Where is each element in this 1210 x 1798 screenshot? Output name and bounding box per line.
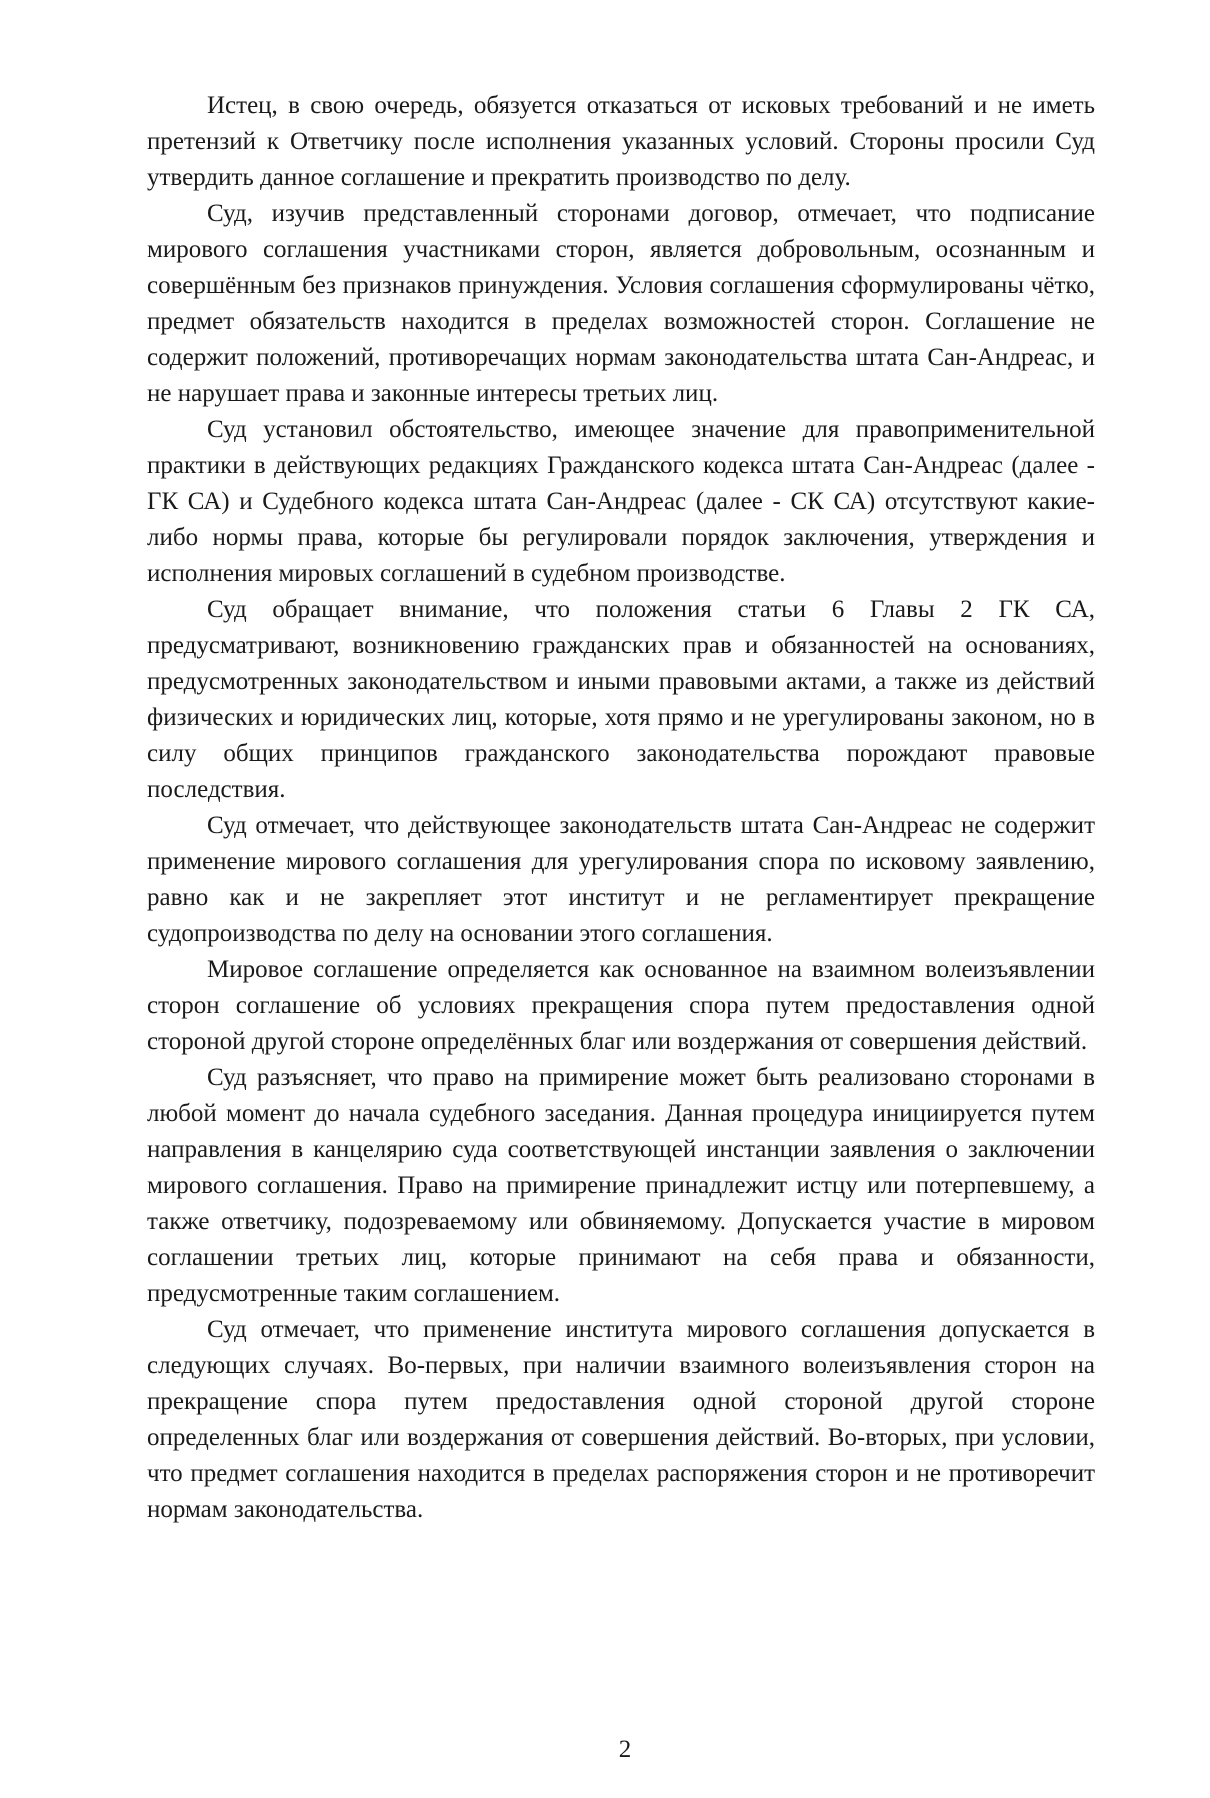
paragraph-plaintiff-obligation: Истец, в свою очередь, обязуется отказаться от исковых требований и не иметь претензий к Ответчику после исполнения указанных условий. Стороны просили Суд утвердить данное соглашение и прекратить производство по делу. bbox=[147, 92, 1095, 191]
paragraph-article-6: Суд обращает внимание, что положения статьи 6 Главы 2 ГК СА, предусматривают, возникновению гражданских прав и обязанностей на основаниях, предусмотренных законодательством и иными правовыми актами, а также из действий физических и юридических лиц, которые, хотя прямо и не урегулированы законом, но в силу общих принципов гражданского законодательства порождают правовые последствия. bbox=[147, 596, 1095, 803]
paragraph-court-review: Суд, изучив представленный сторонами договор, отмечает, что подписание мирового соглашения участниками сторон, является добровольным, осознанным и совершённым без признаков принуждения. Условия соглашения сформулированы чётко, предмет обязательств находится в пределах возможностей сторон. Соглашение не содержит положений, противоречащих нормам законодательства штата Сан-Андреас, и не нарушает права и законные интересы третьих лиц. bbox=[147, 200, 1095, 407]
paragraph-court-established: Суд установил обстоятельство, имеющее значение для правоприменительной практики в действующих редакциях Гражданского кодекса штата Сан-Андреас (далее - ГК СА) и Судебного кодекса штата Сан-Андреас (далее - СК СА) отсутствуют какие-либо нормы права, которые бы регулировали порядок заключения, утверждения и исполнения мировых соглашений в судебном производстве. bbox=[147, 416, 1095, 587]
document-body bbox=[147, 88, 1095, 1528]
paragraph-right-to-reconcile: Суд разъясняет, что право на примирение может быть реализовано сторонами в любой момент до начала судебного заседания. Данная процедура инициируется путем направления в канцелярию суда соответствующей инстанции заявления о заключении мирового соглашения. Право на примирение принадлежит истцу или потерпевшему, а также ответчику, подозреваемому или обвиняемому. Допускается участие в мировом соглашении третьих лиц, которые принимают на себя права и обязанности, предусмотренные таким соглашением. bbox=[147, 1064, 1095, 1307]
page-number: 2 bbox=[618, 1736, 632, 1763]
paragraph-application-cases: Суд отмечает, что применение института мирового соглашения допускается в следующих случаях. Во-первых, при наличии взаимного волеизъявления сторон на прекращение спора путем предоставления одной стороной другой стороне определенных благ или воздержания от совершения действий. Во-вторых, при условии, что предмет соглашения находится в пределах распоряжения сторон и не противоречит нормам законодательства. bbox=[147, 1316, 1095, 1523]
paragraph-legislation-gap: Суд отмечает, что действующее законодательств штата Сан-Андреас не содержит применение мирового соглашения для урегулирования спора по исковому заявлению, равно как и не закрепляет этот институт и не регламентирует прекращение судопроизводства по делу на основании этого соглашения. bbox=[147, 812, 1095, 947]
paragraph-settlement-definition: Мировое соглашение определяется как основанное на взаимном волеизъявлении сторон соглашение об условиях прекращения спора путем предоставления одной стороной другой стороне определённых благ или воздержания от совершения действий. bbox=[147, 956, 1095, 1055]
